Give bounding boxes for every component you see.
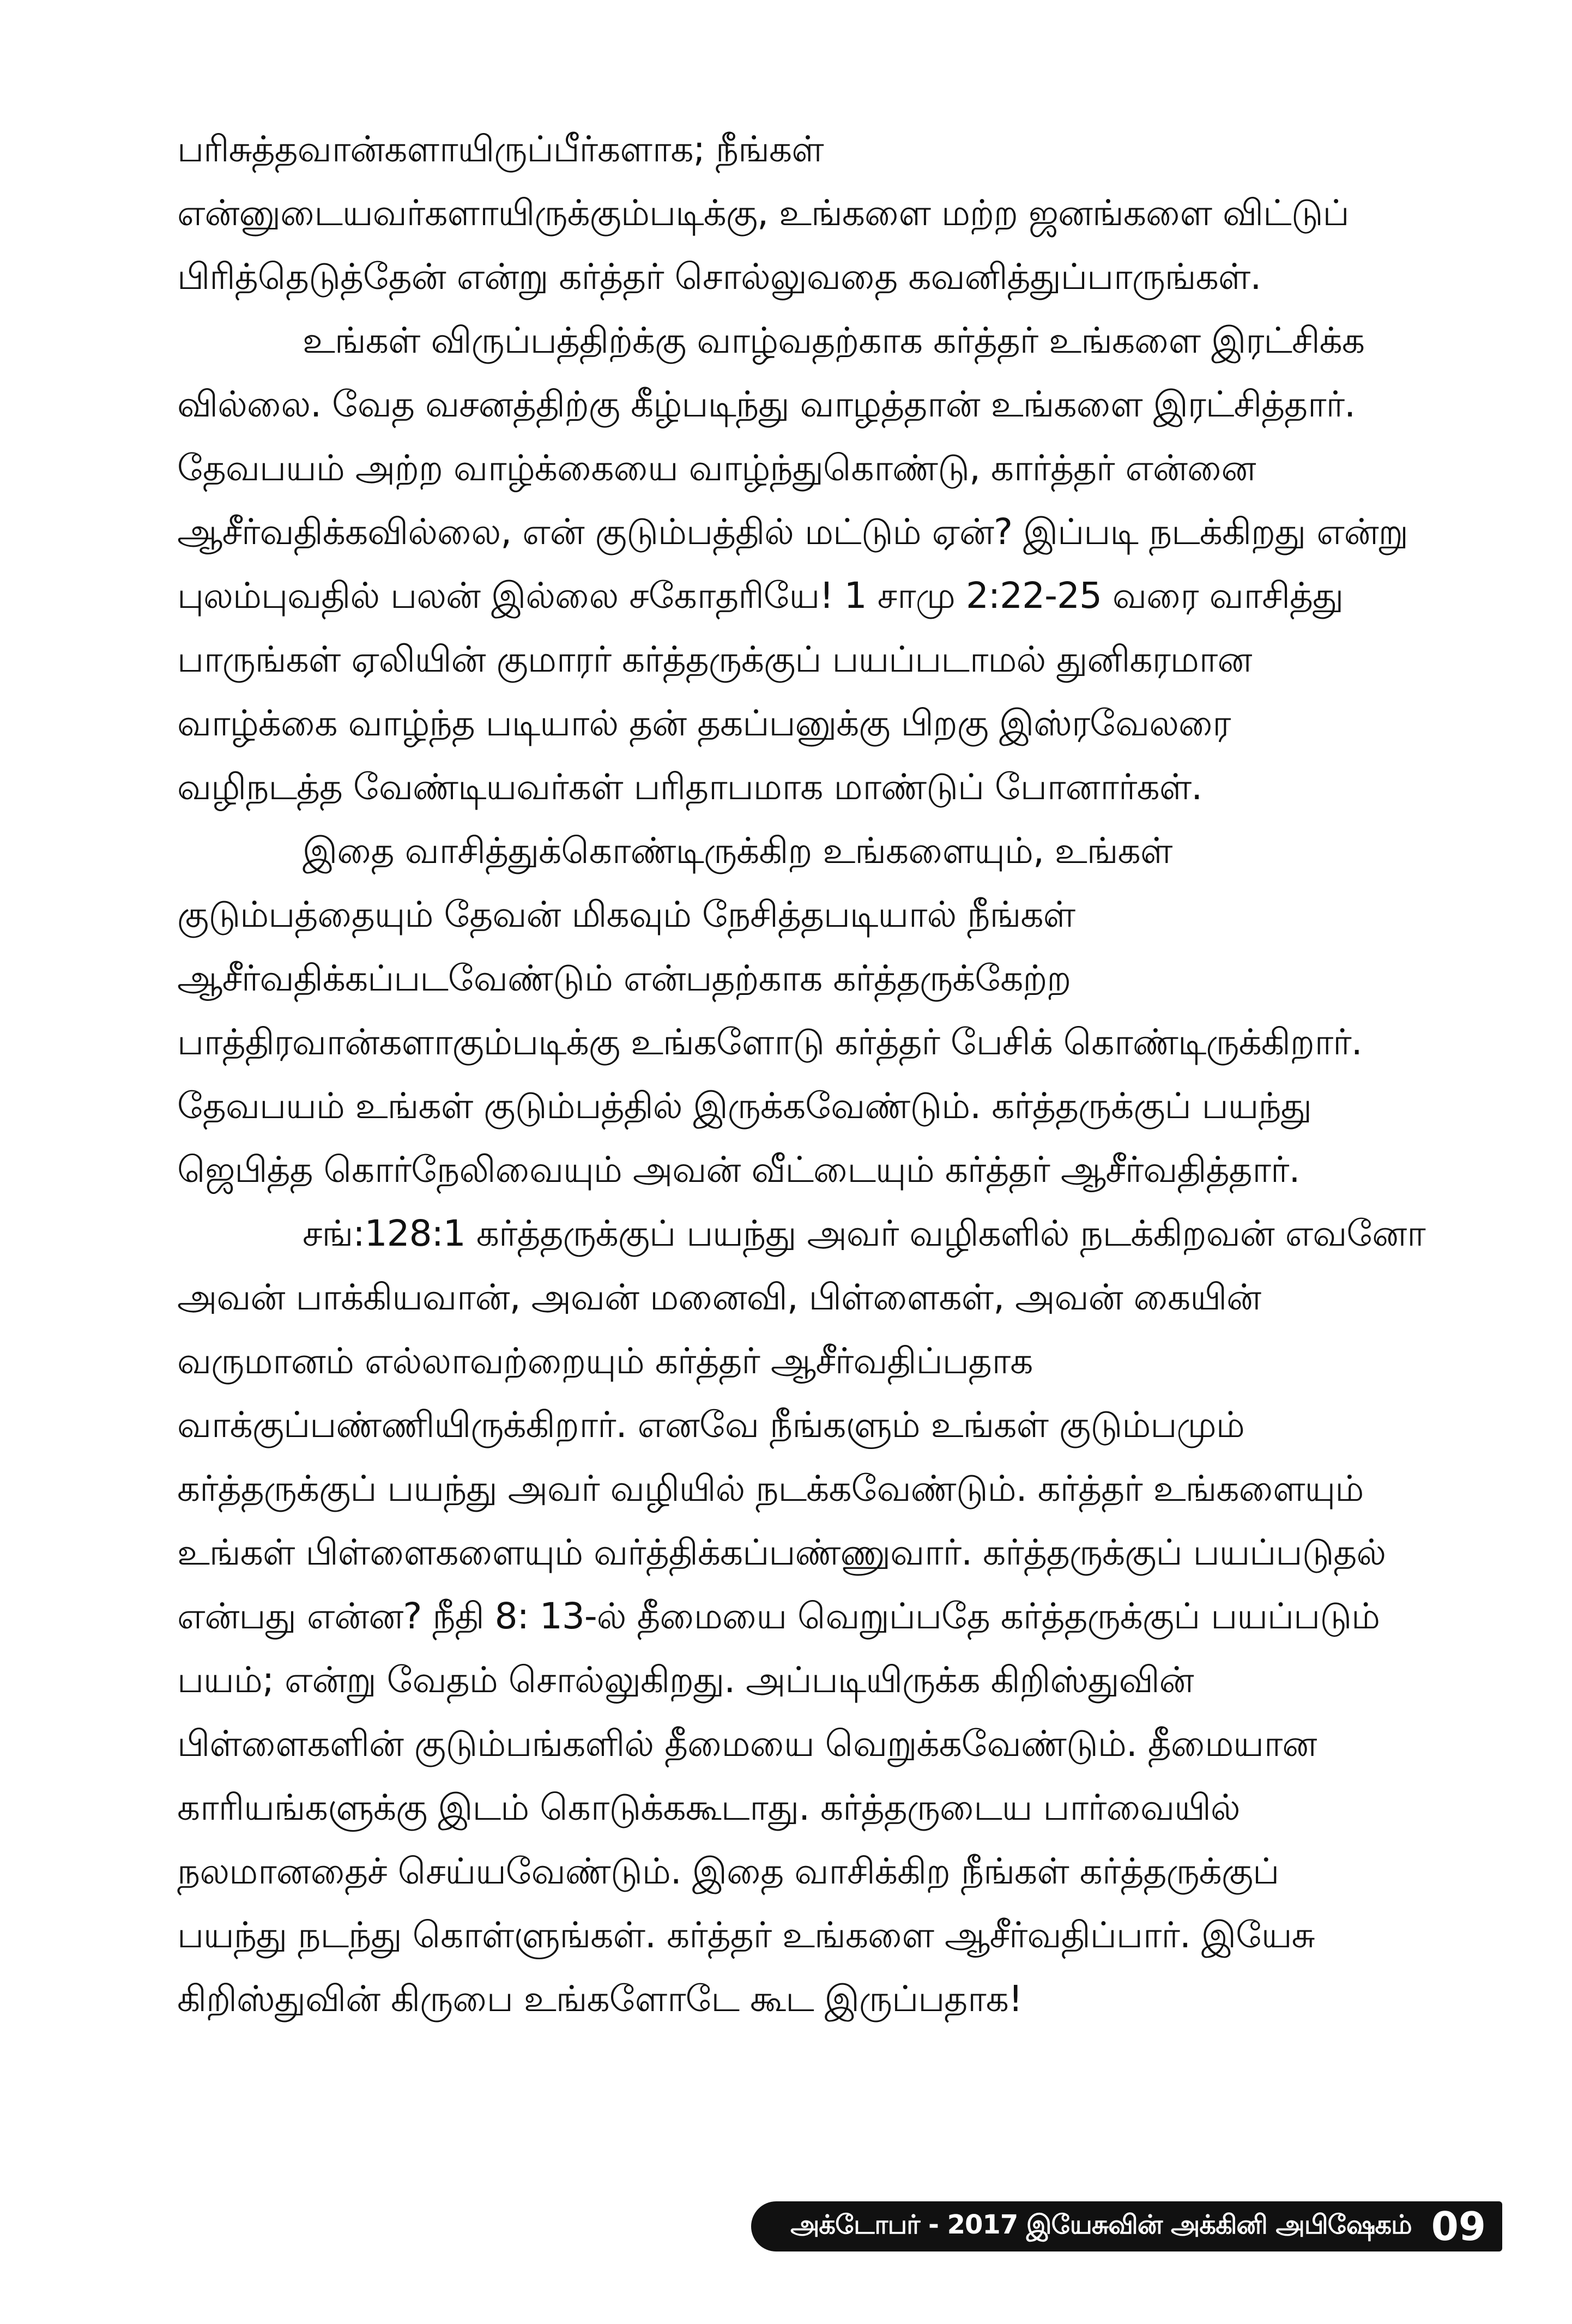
body-line: பாருங்கள் ஏலியின் குமாரர் கர்த்தருக்குப் பயப்படாமல் துனிகரமான (177, 638, 1252, 680)
body-line: பயந்து நடந்து கொள்ளுங்கள். கர்த்தர் உங்களை ஆசீர்வதிப்பார். இயேசு (177, 1914, 1315, 1956)
page-number: 09 (1431, 2204, 1486, 2249)
footer-banner (751, 2201, 1502, 2251)
footer-publication-title: அக்டோபர் - 2017 இயேசுவின் அக்கினி அபிஷேகம் (790, 2210, 1412, 2240)
paragraph-start-line: சங்:128:1 கர்த்தருக்குப் பயந்து அவர் வழிகளில் நடக்கிறவன் எவனோ (303, 1212, 1425, 1254)
paragraph-start-line: உங்கள் விருப்பத்திற்க்கு வாழ்வதற்காக கர்த்தர் உங்களை இரட்சிக்க (303, 319, 1365, 361)
body-line: வழிநடத்த வேண்டியவர்கள் பரிதாபமாக மாண்டுப் போனார்கள். (177, 766, 1202, 808)
body-line: பாத்திரவான்களாகும்படிக்கு உங்களோடு கர்த்தர் பேசிக் கொண்டிருக்கிறார். (177, 1021, 1362, 1063)
body-line: பிரித்தெடுத்தேன் என்று கர்த்தர் சொல்லுவதை கவனித்துப்பாருங்கள். (177, 256, 1261, 298)
body-line: வில்லை. வேத வசனத்திற்கு கீழ்படிந்து வாழத்தான் உங்களை இரட்சித்தார். (177, 383, 1356, 425)
body-line: வருமானம் எல்லாவற்றையும் கர்த்தர் ஆசீர்வதிப்பதாக (177, 1340, 1033, 1382)
body-line: நலமானதைச் செய்யவேண்டும். இதை வாசிக்கிற நீங்கள் கர்த்தருக்குப் (177, 1850, 1279, 1892)
paragraph-start-line: இதை வாசித்துக்கொண்டிருக்கிற உங்களையும், உங்கள் (303, 830, 1172, 872)
body-line: குடும்பத்தையும் தேவன் மிகவும் நேசித்தபடியால் நீங்கள் (177, 894, 1075, 935)
body-line: புலம்புவதில் பலன் இல்லை சகோதரியே! 1 சாமு 2:22-25 வரை வாசித்து (177, 575, 1344, 617)
body-line: பரிசுத்தவான்களாயிருப்பீர்களாக; நீங்கள் (177, 128, 824, 170)
body-line: என்னுடையவர்களாயிருக்கும்படிக்கு, உங்களை மற்ற ஜனங்களை விட்டுப் (177, 192, 1349, 234)
body-line: என்பது என்ன? நீதி 8: 13-ல் தீமையை வெறுப்பதே கர்த்தருக்குப் பயப்படும் (177, 1595, 1380, 1637)
body-line: தேவபயம் உங்கள் குடும்பத்தில் இருக்கவேண்டும். கர்த்தருக்குப் பயந்து (177, 1085, 1311, 1127)
body-line: தேவபயம் அற்ற வாழ்க்கையை வாழ்ந்துகொண்டு, கார்த்தர் என்னை (177, 447, 1256, 489)
body-line: கர்த்தருக்குப் பயந்து அவர் வழியில் நடக்கவேண்டும். கர்த்தர் உங்களையும் (177, 1468, 1364, 1510)
body-line: வாக்குப்பண்ணியிருக்கிறார். எனவே நீங்களும் உங்கள் குடும்பமும் (177, 1404, 1244, 1446)
body-line: ஜெபித்த கொர்நேலிவையும் அவன் வீட்டையும் கர்த்தர் ஆசீர்வதித்தார். (177, 1149, 1300, 1191)
body-line: பிள்ளைகளின் குடும்பங்களில் தீமையை வெறுக்கவேண்டும். தீமையான (177, 1723, 1317, 1765)
body-line: உங்கள் பிள்ளைகளையும் வர்த்திக்கப்பண்ணுவார். கர்த்தருக்குப் பயப்படுதல் (177, 1531, 1386, 1573)
body-line: ஆசீர்வதிக்கவில்லை, என் குடும்பத்தில் மட்டும் ஏன்? இப்படி நடக்கிறது என்று (177, 511, 1408, 553)
body-line: அவன் பாக்கியவான், அவன் மனைவி, பிள்ளைகள், அவன் கையின் (177, 1276, 1261, 1318)
body-line: பயம்; என்று வேதம் சொல்லுகிறது. அப்படியிருக்க கிறிஸ்துவின் (177, 1659, 1194, 1701)
body-line: கிறிஸ்துவின் கிருபை உங்களோடே கூட இருப்பதாக! (177, 1978, 1023, 2020)
body-line: காரியங்களுக்கு இடம் கொடுக்ககூடாது. கர்த்தருடைய பார்வையில் (177, 1786, 1240, 1828)
article-body (177, 117, 1496, 2031)
body-line: வாழ்க்கை வாழ்ந்த படியால் தன் தகப்பனுக்கு பிறகு இஸ்ரவேலரை (177, 702, 1231, 744)
body-line: ஆசீர்வதிக்கப்படவேண்டும் என்பதற்காக கர்த்தருக்கேற்ற (177, 957, 1071, 999)
